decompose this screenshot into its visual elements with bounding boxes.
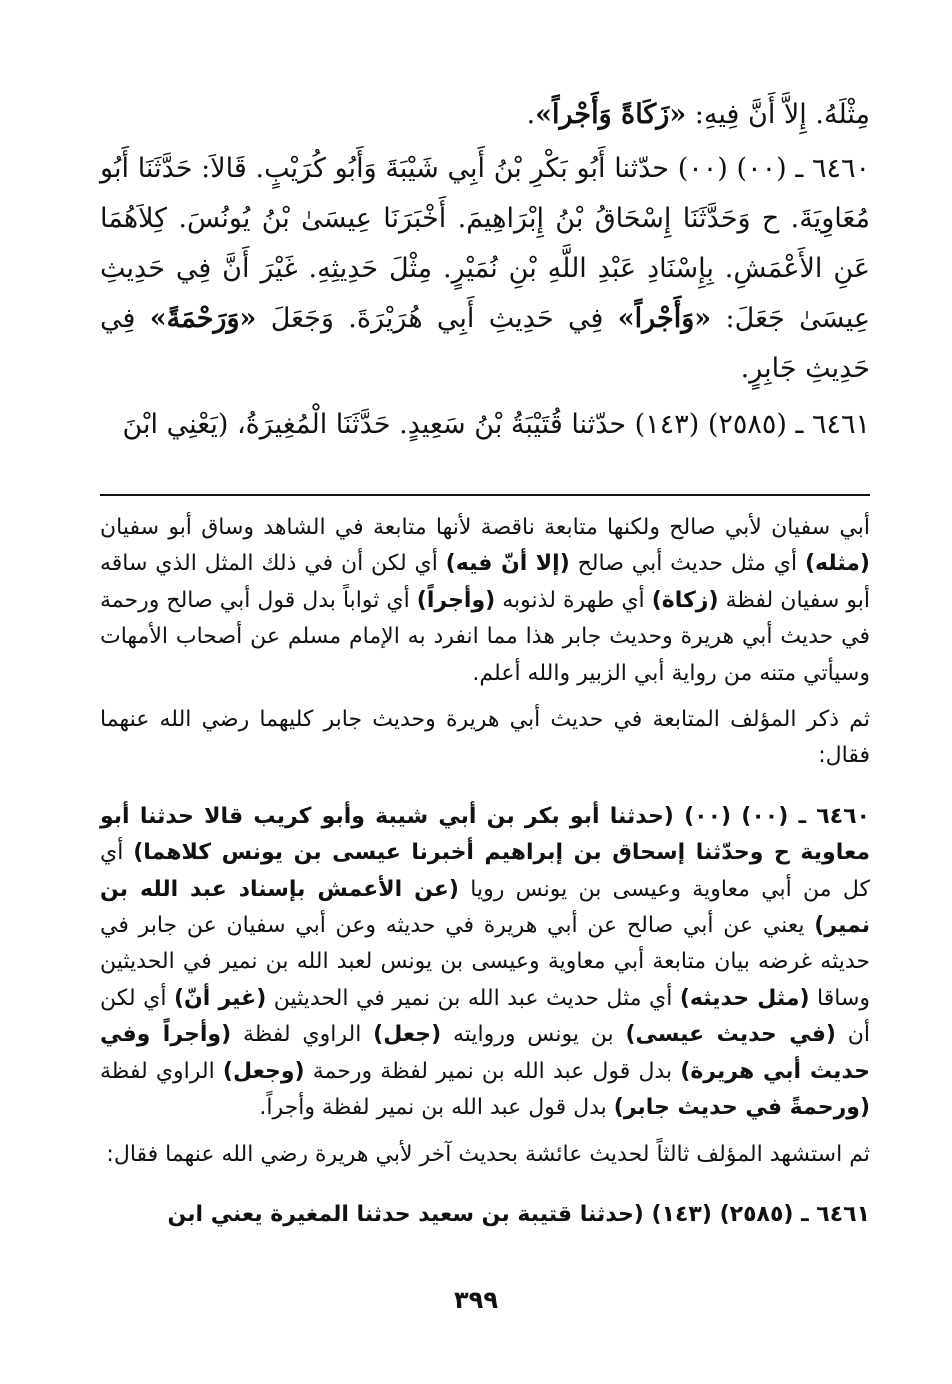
commentary-bold: ٦٤٦٠ ـ (٠٠) (٠٠) (حدثنا أبو بكر بن أبي شيبة وأبو كريب قالا حدثنا أبو معاوية ح وحدّثنا إسحاق بن إبراهيم أخبرنا عيسى بن يونس كلاهما) — [100, 803, 871, 866]
commentary-text: أي لكن أن في ذلك المثل الذي ساقه أبو سفيان لفظة — [100, 551, 870, 613]
commentary-bold: (وجعل) — [222, 1058, 305, 1084]
commentary-text: يعني عن أبي صالح عن أبي هريرة في حديثه وعن أبي سفيان عن جابر في حديثه غرضه بيان متابعة أبي معاوية وعيسى بن يونس لعبد الله بن نمير في الحديثين وساقا — [100, 913, 871, 1011]
matn-text: فِي حَدِيثِ أَبِي هُرَيْرَةَ. وَجَعَلَ — [256, 303, 618, 334]
commentary-bold: (وأجراً) — [416, 587, 496, 613]
commentary-text: بن يونس وروايته — [441, 1022, 626, 1048]
matn-line-continuation — [100, 90, 870, 140]
commentary-text: الراوي لفظة — [100, 1058, 223, 1084]
commentary-text: أي لكن أن — [100, 985, 870, 1048]
matn-hadith-6461: ٦٤٦١ ـ (٢٥٨٥) (١٤٣) حدّثنا قُتَيْبَةُ بْنُ سَعِيدٍ. حَدَّثَنَا الْمُغِيرَةُ، (يَعْنِي ابْنَ — [122, 409, 870, 440]
commentary-text: أي كل من أبي معاوية وعيسى بن يونس رويا — [100, 840, 870, 902]
commentary-text: أبي سفيان لأبي صالح ولكنها متابعة ناقصة لأنها متابعة في الشاهد وساق أبو سفيان — [100, 515, 870, 540]
commentary-paragraph-1 — [100, 510, 870, 692]
section-divider — [100, 494, 870, 496]
matn-text: فِي حَدِيثِ جَابِرٍ. — [100, 303, 870, 384]
commentary-bold: (مثل حديثه) — [679, 985, 810, 1011]
commentary-bold: (زكاة) — [651, 587, 719, 613]
matn-quoted-phrase: «زَكَاةً وَأَجْراً» — [535, 99, 687, 130]
commentary-bold: (إلا أنّ فيه) — [445, 551, 570, 577]
commentary-paragraph-5: ٦٤٦١ ـ (٢٥٨٥) (١٤٣) (حدثنا قتيبة بن سعيد حدثنا المغيرة يعني ابن — [167, 1201, 870, 1227]
commentary-text: أي مثل حديث عبد الله بن نمير في الحديثين — [266, 985, 680, 1011]
commentary-text: بدل قول عبد الله بن نمير لفظة وأجراً. — [259, 1095, 614, 1121]
commentary-text: بدل قول عبد الله بن نمير لفظة ورحمة — [304, 1058, 681, 1084]
commentary-bold: (في حديث عيسى) — [625, 1022, 836, 1048]
matn-quoted-phrase: «وَرَحْمَةً» — [149, 303, 257, 334]
page-number: ٣٩٩ — [454, 1286, 498, 1314]
commentary-text: الراوي لفظة — [231, 1022, 374, 1048]
commentary-bold: (جعل) — [373, 1022, 442, 1048]
commentary-bold: (ورحمةً في حديث جابر) — [613, 1095, 870, 1121]
commentary-paragraph-2: ثم ذكر المؤلف المتابعة في حديث أبي هريرة وحديث جابر كليهما رضي الله عنهما فقال: — [100, 707, 870, 769]
commentary-section — [100, 510, 870, 1233]
commentary-text: أي ثواباً بدل قول أبي صالح ورحمة في حديث أبي هريرة وحديث جابر هذا مما انفرد به الإمام مسلم عن أصحاب الأمهات وسيأتي متنه من رواية أبي الزبير والله أعلم. — [100, 587, 870, 686]
commentary-bold: (غير أنّ) — [173, 985, 267, 1011]
commentary-text: أي طهرة لذنوبه — [495, 587, 652, 613]
hadith-text-section — [100, 90, 870, 450]
book-page — [100, 90, 870, 1370]
commentary-bold: (عن الأعمش بإسناد عبد الله بن نمير) — [100, 876, 870, 939]
matn-text: مِثْلَهُ. إِلاَّ أَنَّ فِيهِ: — [686, 99, 870, 130]
commentary-text: أي مثل حديث أبي صالح — [569, 551, 805, 577]
matn-text: . — [526, 99, 536, 130]
commentary-paragraph-4: ثم استشهد المؤلف ثالثاً لحديث عائشة بحديث آخر لأبي هريرة رضي الله عنهما فقال: — [106, 1141, 870, 1167]
commentary-bold: (مثله) — [804, 551, 870, 577]
commentary-bold: (وأجراً وفي حديث أبي هريرة) — [100, 1022, 871, 1084]
matn-quoted-phrase: «وَأَجْراً» — [617, 303, 712, 334]
matn-hadith-6460 — [100, 144, 870, 394]
commentary-paragraph-3 — [100, 799, 870, 1127]
matn-text: ٦٤٦٠ ـ (٠٠) (٠٠) حدّثنا أَبُو بَكْرِ بْنُ أَبِي شَيْبَةَ وَأَبُو كُرَيْبٍ. قَالاَ: حَدَّثَنَا أَبُو مُعَاوِيَةَ. ح وَحَدَّثَنَا إِسْحَاقُ بْنُ إِبْرَاهِيمَ. أَخْبَرَنَا عِيسَىٰ بْنُ يُونُسَ. كِلاَهُمَا عَنِ الأَعْمَشِ. بِإِسْنَادِ عَبْدِ اللَّهِ بْنِ نُمَيْرٍ. مِثْلَ حَدِيثِهِ. غَيْرَ أَنَّ فِي حَدِيثِ عِيسَىٰ جَعَلَ: — [100, 153, 871, 334]
